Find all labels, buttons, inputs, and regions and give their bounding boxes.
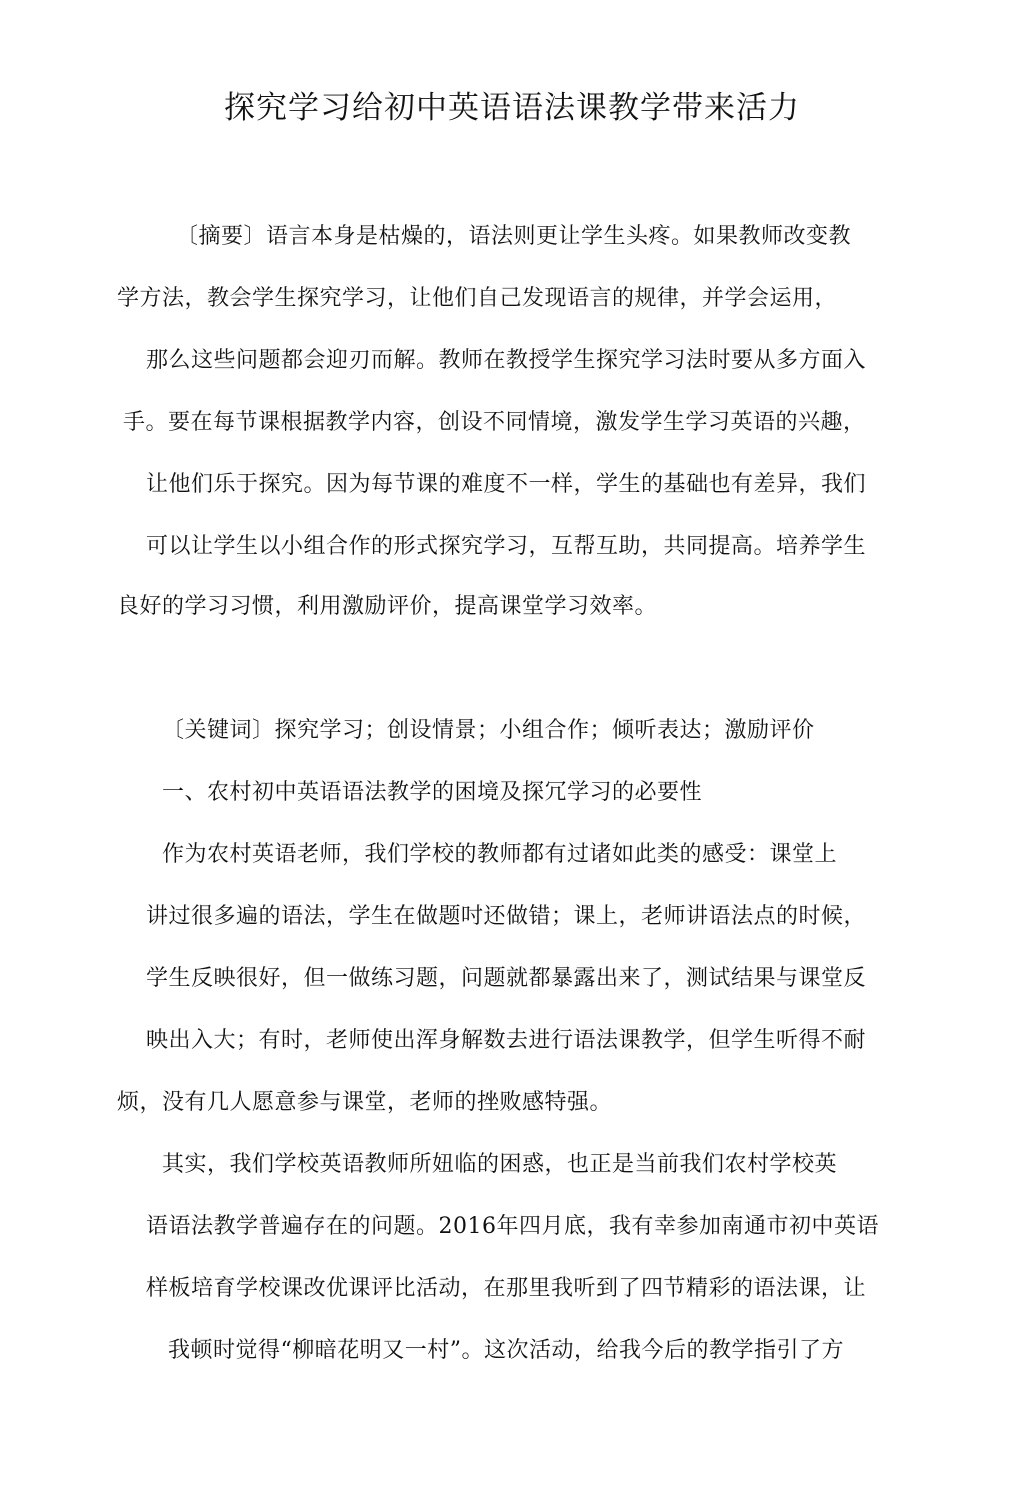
keywords-line: 〔关键词〕探究学习；创设情景；小组合作；倾听表达；激励评价 — [162, 718, 815, 743]
body-line-8: 样板培育学校课改优课评比活动，在那里我听到了四节精彩的语法课，让 — [146, 1276, 867, 1301]
abstract-line-6: 可以让学生以小组合作的形式探究学习，互帮互助，共同提高。培养学生 — [146, 534, 867, 559]
body-line-7: 语语法教学普遍存在的问题。2016年四月底，我有幸参加南通市初中英语 — [146, 1214, 879, 1239]
abstract-line-5: 让他们乐于探究。因为每节课的难度不一样，学生的基础也有差异，我们 — [146, 472, 867, 497]
document-title: 探究学习给初中英语语法课教学带来活力 — [224, 90, 800, 126]
section-heading-1: 一、农村初中英语语法教学的困境及探冗学习的必要性 — [162, 780, 703, 805]
body-line-2: 讲过很多遍的语法，学生在做题吋还做错；课上，老师讲语法点的时候， — [146, 904, 867, 929]
abstract-line-3: 那么这些问题都会迎刃而解。教师在教授学生探究学习法时要从多方面入 — [146, 348, 867, 373]
body-line-9: 我顿时觉得“柳暗花明又一村”。这次活动，给我今后的教学指引了方 — [168, 1338, 844, 1363]
abstract-line-1: 〔摘要〕语言本身是枯燥的，语法则更让学生头疼。如果教师改变教 — [176, 224, 852, 249]
body-line-4: 映出入大；有时，老师使出浑身解数去进行语法课教学，但学生听得不耐 — [146, 1028, 867, 1053]
abstract-line-7: 良好的学习习惯，利用激励评价，提高课堂学习效率。 — [117, 594, 658, 619]
abstract-line-4: 手。要在每节课根据教学内容，创设不同情境，激发学生学习英语的兴趣， — [123, 410, 866, 435]
abstract-line-2: 学方法，教会学生探究学习，让他们自己发现语言的规律，并学会运用， — [117, 286, 838, 311]
body-line-6: 其实，我们学校英语教师所妞临的困惑，也正是当前我们农村学校英 — [162, 1152, 838, 1177]
body-line-1: 作为农村英语老师，我们学校的教师都有过诸如此类的感受：课堂上 — [162, 842, 838, 867]
body-line-5: 烦，没有几人愿意参与课堂，老师的挫败感特强。 — [117, 1090, 613, 1115]
body-line-3: 学生反映很好，但一做练习题，问题就都暴露出来了，测试结果与课堂反 — [146, 966, 867, 991]
